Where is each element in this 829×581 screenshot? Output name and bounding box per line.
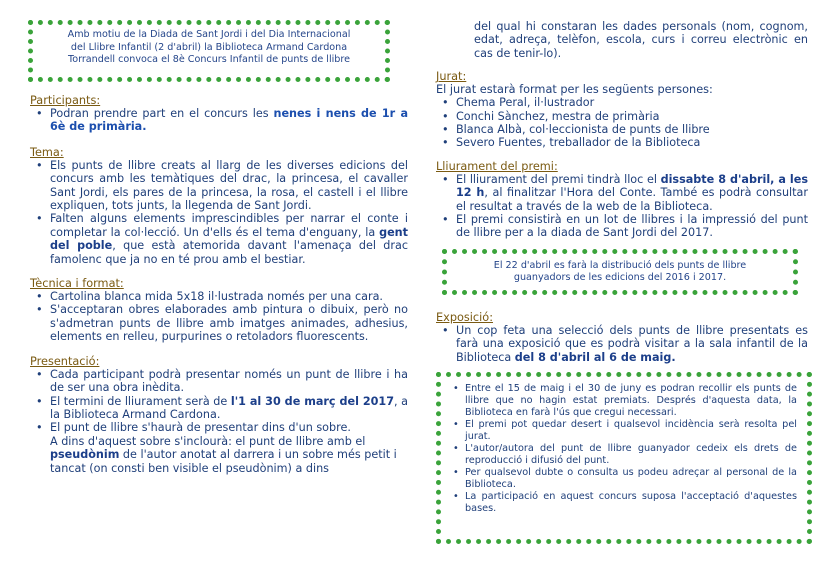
lliurament-list [436,173,808,240]
tecnica-list [30,290,408,344]
participants-item: • Podran prendre part en el concurs les nenes i nens de 1r a 6è de primària. [50,107,408,134]
final-list [447,383,797,515]
final-item-2: • El premi pot quedar desert i qualsevol incidència serà resolta pel jurat. [465,419,797,443]
tecnica-item-1: • Cartolina blanca mida 5x18 il·lustrada només per una cara. [50,290,408,303]
presentacio-item-3: • El punt de llibre s'haurà de presentar dins d'un sobre. A dins d'aquest sobre s'inclourà: el punt de llibre amb el pseudònim de l'autor anotat al darrera i un sobre més petit i tancat (on consti ben visible el pseudònim) a dins [50,421,408,475]
jurat-member-2: • Conchi Sànchez, mestra de primària [456,110,808,123]
distribucio-line-2: guanyadors de les edicions del 2016 i 2017. [513,272,727,284]
continued-text: del qual hi constaran les dades personals (nom, cognom, edat, adreça, telèfon, escola, curs i correu electrònic en cas de tenir-lo). [474,20,808,60]
tema-section [30,146,408,266]
exposicio-heading: Exposició: [436,310,493,324]
tecnica-item-2: • S'acceptaran obres elaborades amb pintura o dibuix, però no s'admetran punts de llibre amb imatges animades, adhesius, elements en relleu, purpurines o retoladors fluorescents. [50,303,408,343]
lliurament-item-1: • El lliurament del premi tindrà lloc el dissabte 8 d'abril, a les 12 h, al finalitzar l'Hora del Conte. També es podrà consultar el resultat a través de la web de la Biblioteca. [456,173,808,213]
exposicio-list [436,324,808,364]
jurat-member-3: • Blanca Albà, col·leccionista de punts de llibre [456,123,808,136]
jurat-heading: Jurat: [436,70,467,84]
participants-section [30,94,408,134]
intro-line-3: Torrandell convoca el 8è Concurs Infantil de punts de llibre [67,54,351,66]
jurat-member-1: • Chema Peral, il·lustrador [456,96,808,109]
participants-heading: Participants: [30,94,101,107]
exposicio-section [436,311,808,364]
lliurament-heading: Lliurament del premi: [436,159,558,173]
lliurament-section [436,160,808,240]
tema-list [30,159,408,266]
distribucio-line-1: El 22 d'abril es farà la distribució dels punts de llibre [493,259,747,271]
distribucio-box [442,249,798,295]
tecnica-section [30,277,408,344]
final-item-1: • Entre el 15 de maig i el 30 de juny es podran recollir els punts de llibre que no hagin estat premiats. Després d'aquesta data, la Biblioteca en farà l'ús que cregui necessari. [465,383,797,419]
jurat-section [436,70,808,150]
intro-line-1: Amb motiu de la Diada de Sant Jordi i del Dia Internacional [67,29,351,40]
intro-line-2: del Llibre Infantil (2 d'abril) la Biblioteca Armand Cardona [70,41,348,53]
final-item-5: • La participació en aquest concurs suposa l'acceptació d'aquestes bases. [465,491,797,515]
exposicio-item: • Un cop feta una selecció dels punts de llibre presentats es farà una exposició que es podrà visitar a la sala infantil de la Biblioteca del 8 d'abril al 6 de maig. [456,324,808,364]
tecnica-heading: Tècnica i format: [30,277,124,291]
participants-list [30,107,408,134]
presentacio-item-2: • El termini de lliurament serà de l'1 al 30 de març del 2017, a la Biblioteca Armand Cardona. [50,395,408,422]
jurat-member-4: • Severo Fuentes, treballador de la Biblioteca [456,136,808,149]
final-item-3: • L'autor/autora del punt de llibre guanyador cedeix els drets de reproducció i difusió del punt. [465,443,797,467]
presentacio-heading: Presentació: [30,354,100,368]
presentacio-item-1: • Cada participant podrà presentar només un punt de llibre i ha de ser una obra inèdita. [50,368,408,395]
right-column [436,0,808,544]
tema-item-1: • Els punts de llibre creats al llarg de les diverses edicions del concurs amb les temàtiques del drac, la princesa, el cavaller Sant Jordi, els pares de la princesa, la rosa, el castell i el llibre expliquen, tots junts, la llegenda de Sant Jordi. [50,159,408,213]
tema-heading: Tema: [30,145,64,159]
jurat-list [436,96,808,150]
final-box [436,372,812,544]
final-item-4: • Per qualsevol dubte o consulta us podeu adreçar al personal de la Biblioteca. [465,467,797,491]
jurat-intro: El jurat estarà format per les següents persones: [436,83,713,97]
left-column [30,0,408,475]
intro-box [28,20,390,82]
presentacio-list [30,368,408,475]
presentacio-section [30,355,408,475]
tema-item-2: • Falten alguns elements imprescindibles per narrar el conte i completar la col·lecció. Un d'ells és el tema d'enguany, la gent del poble, que està atemorida davant l'amenaça del drac famolenc que ja no en té prou amb el bestiar. [50,212,408,266]
lliurament-item-2: • El premi consistirà en un lot de llibres i la impressió del punt de llibre per a la diada de Sant Jordi del 2017. [456,213,808,240]
